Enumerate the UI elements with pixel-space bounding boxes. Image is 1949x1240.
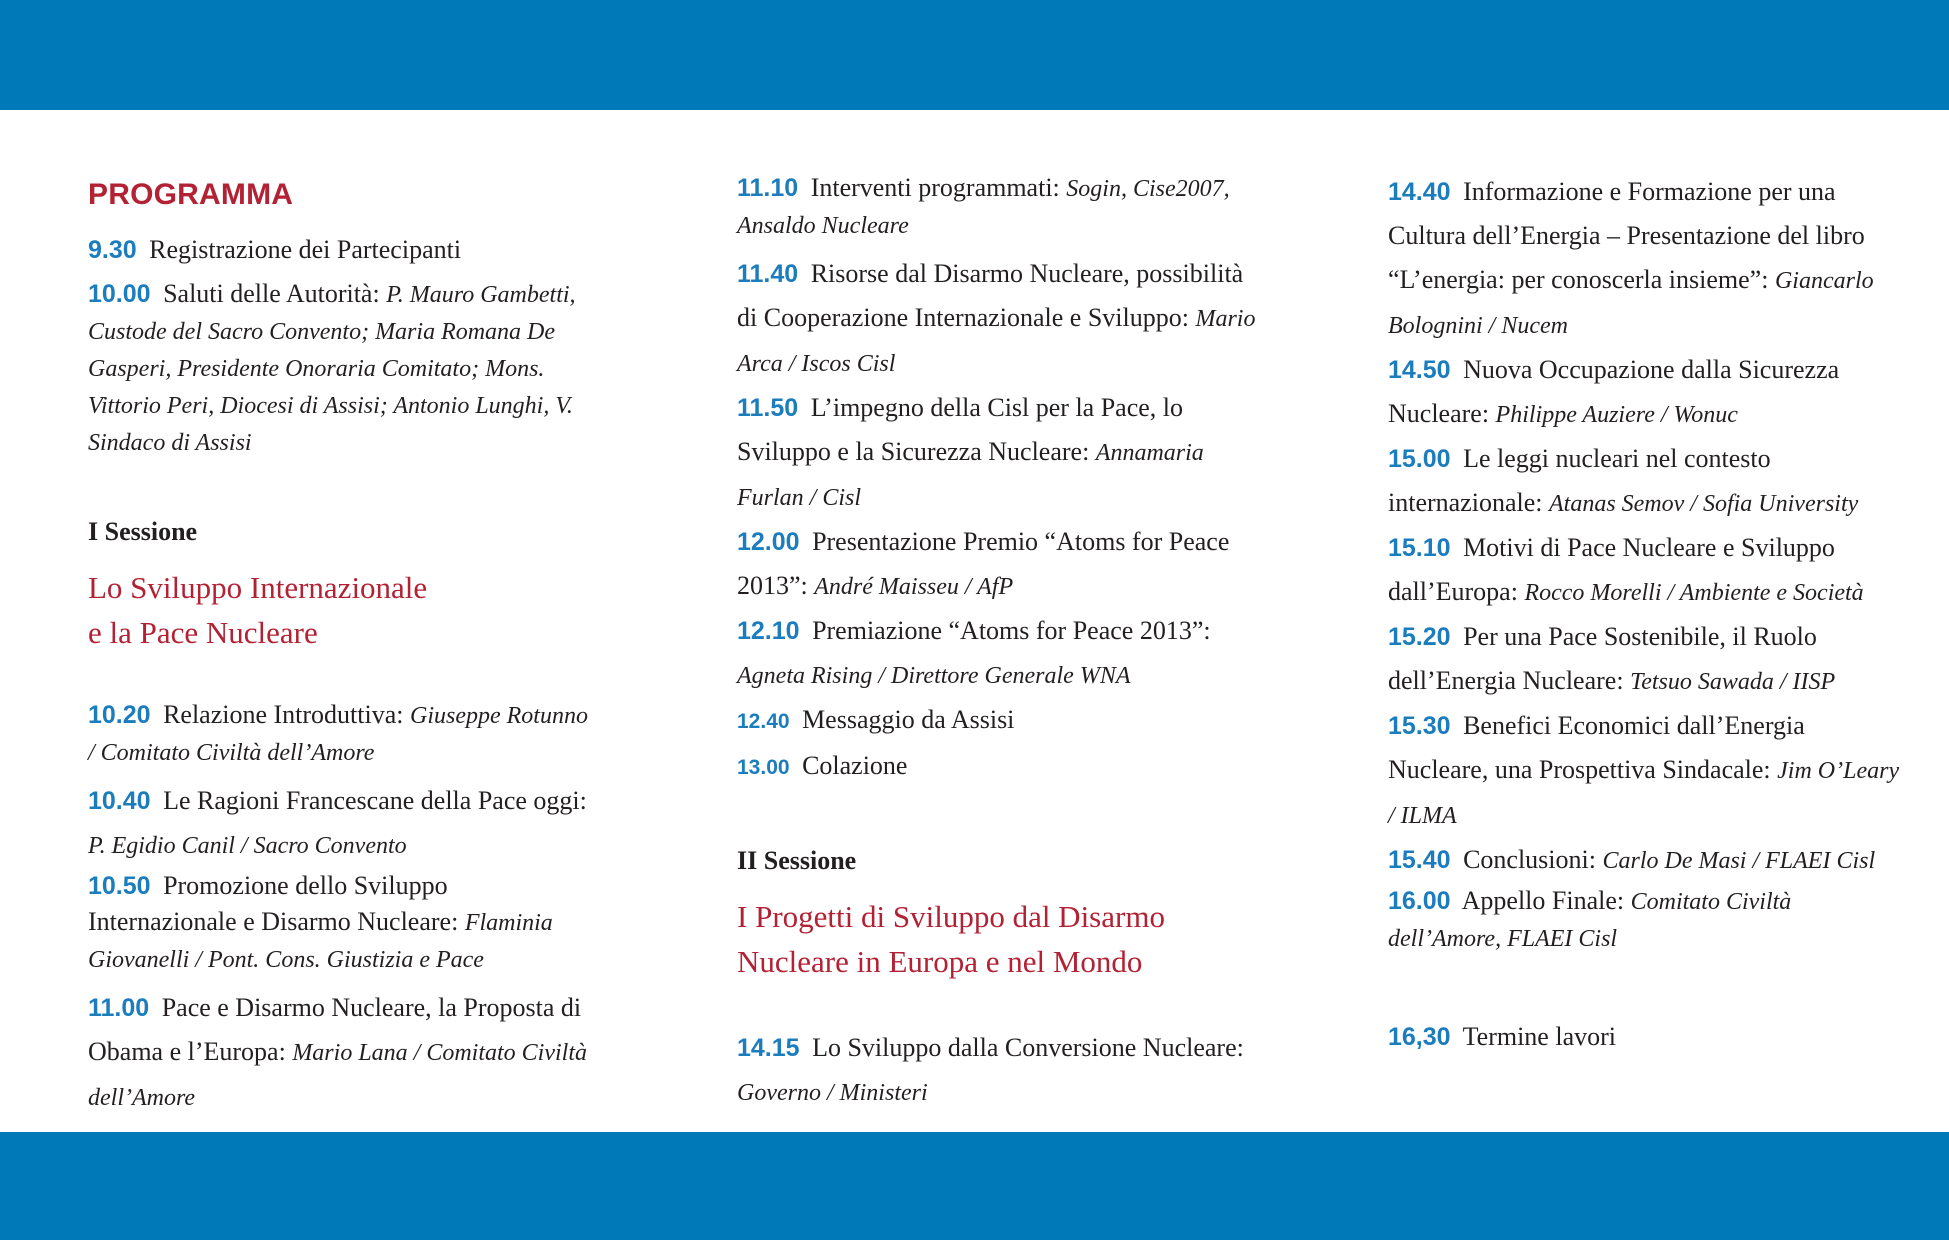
- programme-item-closing: [1388, 1015, 1908, 1059]
- programme-item: [1388, 883, 1908, 957]
- session-title-line: I Progetti di Sviluppo dal Disarmo: [737, 899, 1165, 934]
- item-time: 9.30: [88, 236, 137, 264]
- item-title: Interventi programmati:: [810, 173, 1067, 202]
- item-time: 14.40: [1388, 178, 1451, 206]
- item-title: Presentazione Premio “Atoms for Peace 2013”:: [737, 527, 1230, 600]
- item-speaker: Comitato Civiltà dell’Amore, FLAEI Cisl: [1388, 889, 1792, 952]
- programme-item: [88, 697, 588, 771]
- item-speaker: Atanas Semov / Sofia University: [1548, 491, 1859, 517]
- item-title: Lo Sviluppo dalla Conversione Nucleare:: [812, 1033, 1244, 1062]
- item-title: Informazione e Formazione per una Cultura dell’Energia – Presentazione del libro “L’energia: per conoscerla insieme”:: [1388, 177, 1865, 294]
- item-title: Premiazione “Atoms for Peace 2013”:: [812, 616, 1211, 645]
- programme-item: [1388, 838, 1908, 883]
- item-time: 15.40: [1388, 846, 1451, 874]
- item-title: Benefici Economici dall’Energia Nucleare, una Prospettiva Sindacale:: [1388, 711, 1805, 784]
- programme-column-2: [737, 170, 1257, 1115]
- item-speaker: Governo / Ministeri: [737, 1080, 928, 1106]
- programme-heading: PROGRAMMA: [88, 178, 294, 211]
- programme-item: [88, 779, 588, 868]
- item-time: 13.00: [737, 756, 790, 779]
- item-title: Appello Finale:: [1461, 886, 1631, 915]
- item-speaker: Annamaria Furlan / Cisl: [737, 440, 1204, 511]
- top-color-band: [0, 0, 1949, 110]
- item-title: Risorse dal Disarmo Nucleare, possibilità di Cooperazione Internazionale e Sviluppo:: [737, 259, 1244, 332]
- item-title: Registrazione dei Partecipanti: [149, 235, 462, 264]
- programme-column-1: [88, 170, 588, 1120]
- item-time: 10.00: [88, 280, 151, 308]
- item-title: Promozione dello Sviluppo Internazionale e Disarmo Nucleare:: [88, 871, 465, 936]
- programme-item: [88, 232, 588, 268]
- item-title: Conclusioni:: [1463, 845, 1603, 874]
- item-speaker: P. Mauro Gambetti, Custode del Sacro Convento; Maria Romana De Gasperi, Presidente Onoraria Comitato; Mons. Vittorio Peri, Diocesi di Assisi; Antonio Lunghi, V. Sindaco di Assisi: [88, 282, 576, 456]
- programme-item: [737, 744, 1257, 790]
- session-title: [88, 565, 588, 655]
- item-time: 11.00: [88, 994, 150, 1022]
- item-speaker: P. Egidio Canil / Sacro Convento: [88, 833, 407, 859]
- item-speaker: Carlo De Masi / FLAEI Cisl: [1602, 848, 1876, 874]
- session-title-line: e la Pace Nucleare: [88, 615, 318, 650]
- programme-item: [737, 1026, 1257, 1115]
- item-speaker: Agneta Rising / Direttore Generale WNA: [737, 663, 1131, 689]
- item-time: 15.00: [1388, 445, 1451, 473]
- item-title: Nuova Occupazione dalla Sicurezza Nucleare:: [1388, 355, 1840, 428]
- item-speaker: Flaminia Giovanelli / Pont. Cons. Giustizia e Pace: [88, 910, 553, 973]
- session-title-line: Nucleare in Europa e nel Mondo: [737, 944, 1143, 979]
- item-time: 15.30: [1388, 712, 1451, 740]
- programme-item: [737, 520, 1257, 609]
- item-speaker: Rocco Morelli / Ambiente e Società: [1524, 580, 1864, 606]
- item-title: Le Ragioni Francescane della Pace oggi:: [163, 786, 587, 815]
- item-time: 10.40: [88, 787, 151, 815]
- programme-item: [88, 276, 588, 461]
- item-title: Motivi di Pace Nucleare e Sviluppo dall’Europa:: [1388, 533, 1835, 606]
- programme-item: [737, 386, 1257, 520]
- programme-item: [1388, 526, 1908, 615]
- programme-item: [88, 986, 588, 1120]
- item-time: 12.00: [737, 528, 800, 556]
- session-label: I Sessione: [88, 517, 198, 546]
- programme-item: [88, 868, 588, 978]
- item-speaker: Giuseppe Rotunno / Comitato Civiltà dell’Amore: [88, 703, 588, 766]
- item-title: L’impegno della Cisl per la Pace, lo Sviluppo e la Sicurezza Nucleare:: [737, 393, 1184, 466]
- item-speaker: Jim O’Leary / ILMA: [1388, 758, 1900, 829]
- item-time: 10.50: [88, 872, 151, 900]
- item-time: 12.10: [737, 617, 800, 645]
- programme-item: [737, 170, 1257, 244]
- programme-item: [737, 698, 1257, 744]
- item-time: 10.20: [88, 701, 151, 729]
- item-time: 15.20: [1388, 623, 1451, 651]
- session-label: II Sessione: [737, 846, 857, 875]
- item-title: Termine lavori: [1462, 1022, 1616, 1051]
- bottom-color-band: [0, 1132, 1949, 1240]
- item-title: Le leggi nucleari nel contesto internazionale:: [1388, 444, 1771, 517]
- programme-item: [1388, 704, 1908, 838]
- item-time: 14.15: [737, 1034, 800, 1062]
- session-title-line: Lo Sviluppo Internazionale: [88, 570, 428, 605]
- item-speaker: Mario Arca / Iscos Cisl: [737, 306, 1256, 377]
- item-speaker: Sogin, Cise2007, Ansaldo Nucleare: [737, 176, 1230, 239]
- item-title: Colazione: [802, 751, 908, 780]
- item-title: Saluti delle Autorità:: [163, 279, 387, 308]
- item-time: 16,30: [1388, 1023, 1451, 1051]
- item-speaker: Mario Lana / Comitato Civiltà dell’Amore: [88, 1040, 588, 1111]
- programme-item: [1388, 437, 1908, 526]
- item-time: 11.10: [737, 174, 799, 202]
- session-title: [737, 894, 1257, 984]
- programme-column-3: [1388, 170, 1908, 1059]
- item-time: 11.40: [737, 260, 799, 288]
- item-time: 11.50: [737, 394, 799, 422]
- programme-item: [1388, 170, 1908, 348]
- item-time: 14.50: [1388, 356, 1451, 384]
- item-time: 15.10: [1388, 534, 1451, 562]
- item-title: Messaggio da Assisi: [802, 705, 1015, 734]
- item-title: Per una Pace Sostenibile, il Ruolo dell’Energia Nucleare:: [1388, 622, 1817, 695]
- item-speaker: Philippe Auziere / Wonuc: [1495, 402, 1738, 428]
- programme-item: [1388, 615, 1908, 704]
- programme-item: [737, 609, 1257, 698]
- item-time: 16.00: [1388, 887, 1451, 915]
- programme-item: [1388, 348, 1908, 437]
- programme-item: [737, 252, 1257, 386]
- item-speaker: André Maisseu / AfP: [814, 574, 1014, 600]
- item-speaker: Giancarlo Bolognini / Nucem: [1388, 268, 1874, 339]
- item-title: Relazione Introduttiva:: [163, 700, 410, 729]
- item-title: Pace e Disarmo Nucleare, la Proposta di Obama e l’Europa:: [88, 993, 582, 1066]
- item-speaker: Tetsuo Sawada / IISP: [1630, 669, 1836, 695]
- item-time: 12.40: [737, 710, 790, 733]
